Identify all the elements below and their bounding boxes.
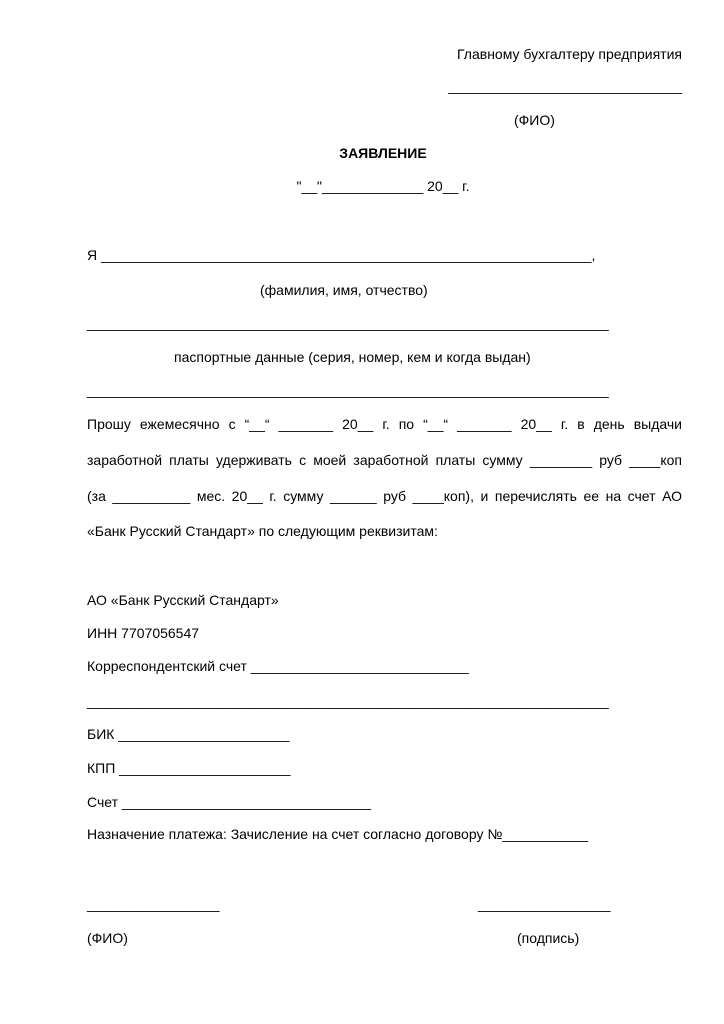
bank-inn: ИНН 7707056547 <box>87 625 200 641</box>
signature-sign-caption: (подпись) <box>517 930 580 946</box>
request-line-2: заработной платы удерживать с моей заработной платы сумму ________ руб ____коп <box>87 452 682 468</box>
passport-blank: ___________________________________________________________________ <box>87 315 609 331</box>
bank-corr-account: Корреспондентский счет ____________________________ <box>87 658 469 674</box>
request-line-4: «Банк Русский Стандарт» по следующим реквизитам: <box>87 523 438 539</box>
bank-corr-account-extra-blank: ___________________________________________________________________ <box>87 693 609 709</box>
addressee-name-blank: ______________________________ <box>448 78 682 94</box>
addressee-name-caption: (ФИО) <box>514 112 555 128</box>
signature-name-caption: (ФИО) <box>87 930 128 946</box>
passport-caption: паспортные данные (серия, номер, кем и когда выдан) <box>174 349 531 365</box>
request-line-1: Прошу ежемесячно с “__“ _______ 20__ г. по “__“ _______ 20__ г. в день выдачи <box>87 416 682 432</box>
payment-purpose: Назначение платежа: Зачисление на счет согласно договору №___________ <box>87 826 589 842</box>
passport-extra-blank: ___________________________________________________________________ <box>87 382 609 398</box>
addressee-text: Главному бухгалтеру предприятия <box>457 46 682 62</box>
bank-account: Счет ________________________________ <box>87 794 372 810</box>
bank-kpp: КПП ______________________ <box>87 760 291 776</box>
signature-name-blank: _________________ <box>87 896 220 912</box>
bank-name: АО «Банк Русский Стандарт» <box>87 592 279 608</box>
applicant-name-caption: (фамилия, имя, отчество) <box>260 282 428 298</box>
document-title: ЗАЯВЛЕНИЕ <box>339 145 427 161</box>
date-line: "__"_____________ 20__ г. <box>296 178 470 194</box>
applicant-name-line: Я _______________________________________________________________, <box>87 247 596 263</box>
bank-bik: БИК ______________________ <box>87 726 290 742</box>
request-line-3: (за __________ мес. 20__ г. сумму ______ руб ____коп), и перечислять ее на счет АО <box>87 488 682 504</box>
signature-sign-blank: _________________ <box>478 896 611 912</box>
